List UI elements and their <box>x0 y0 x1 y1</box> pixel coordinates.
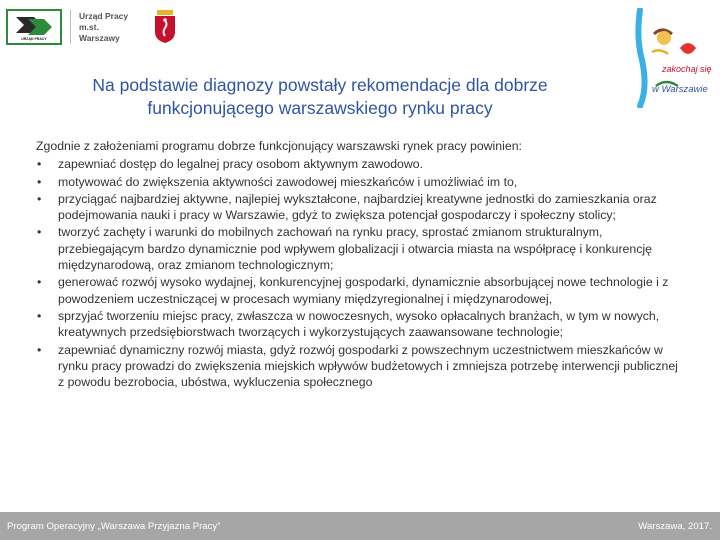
urzad-pracy-logo-label: URZĄD PRACY <box>21 37 47 41</box>
list-item <box>36 191 686 224</box>
organization-name-line1: Urząd Pracy <box>79 10 129 21</box>
list-item <box>36 156 686 172</box>
list-item <box>36 342 686 391</box>
bullet-marker: • <box>37 157 42 172</box>
logo-divider <box>70 10 71 44</box>
campaign-logo-line2: w Warszawie <box>652 84 708 95</box>
slide-title <box>60 74 580 120</box>
list-item <box>36 274 686 307</box>
footer-bar <box>0 512 720 540</box>
footer-date: Warszawa, 2017. <box>638 521 712 532</box>
list-item-text: przyciągać najbardziej aktywne, najlepiej wykształcone, najbardziej kreatywne jednostki do zamieszkania oraz podejmowania nauki i pracy w Warszawie, gdyż to zwiększa potencjał gospodarczy i społeczny stolicy; <box>58 191 657 223</box>
list-item-text: generować rozwój wysoko wydajnej, konkurencyjnej gospodarki, dynamicznie absorbującej nowe technologie i z powodzeniem uczestniczącej w procesach wymiany międzyregionalnej i międzynarodowej, <box>58 275 669 306</box>
warsaw-crest-icon <box>153 10 177 44</box>
urzad-pracy-logo-icon <box>6 9 62 45</box>
organization-name-line2: m.st. Warszawy <box>79 21 120 43</box>
recommendation-list <box>36 156 686 390</box>
bullet-marker: • <box>37 174 42 189</box>
list-item <box>36 174 686 190</box>
slide-body <box>36 138 686 391</box>
footer-program-name: Program Operacyjny „Warszawa Przyjazna Pracy” <box>7 521 221 532</box>
bullet-marker: • <box>37 275 42 290</box>
list-item-text: zapewniać dostęp do legalnej pracy osobom aktywnym zawodowo. <box>58 157 424 172</box>
list-item-text: sprzyjać tworzeniu miejsc pracy, zwłaszcza w nowoczesnych, wysoko opłacalnych branżach, w tym w nowych, kreatywnych przedsiębiorstwach tworzących i wykorzystujących zaawansowane technologie; <box>58 308 660 340</box>
bullet-marker: • <box>37 342 42 357</box>
slide-title-line2: funkcjonującego warszawskiego rynku pracy <box>147 98 493 118</box>
organization-name <box>79 11 141 44</box>
zakochaj-sie-w-warszawie-logo-icon <box>632 8 714 108</box>
bullet-marker: • <box>37 308 42 323</box>
list-item-text: tworzyć zachęty i warunki do mobilnych zachowań na rynku pracy, sprostać zmianom strukturalnym, przebiegającym bardzo dynamicznie pod wpływem globalizacji i otwarcia miasta na współpracę i konkurencję międzynarodową, oraz zmianom technologicznym; <box>58 225 652 273</box>
header-logos <box>6 6 177 48</box>
list-item-text: motywować do zwiększenia aktywności zawodowej mieszkańców i umożliwiać im to, <box>58 174 518 189</box>
list-item <box>36 308 686 341</box>
list-item <box>36 224 686 273</box>
bullet-marker: • <box>37 191 42 206</box>
list-item-text: zapewniać dynamiczny rozwój miasta, gdyż rozwój gospodarki z powszechnym uczestnictwem mieszkańców w rynku pracy prowadzi do zwiększenia miejskich wpływów budżetowych i zmniejsza potrzebę interwencji publicznej z powodu bezrobocia, ubóstwa, wykluczenia społecznego <box>58 342 678 390</box>
slide-title-line1: Na podstawie diagnozy powstały rekomendacje dla dobrze <box>92 75 548 95</box>
campaign-logo-line1: zakochaj się <box>662 64 712 74</box>
bullet-marker: • <box>37 225 42 240</box>
intro-text: Zgodnie z założeniami programu dobrze funkcjonujący warszawski rynek pracy powinien: <box>36 139 522 153</box>
